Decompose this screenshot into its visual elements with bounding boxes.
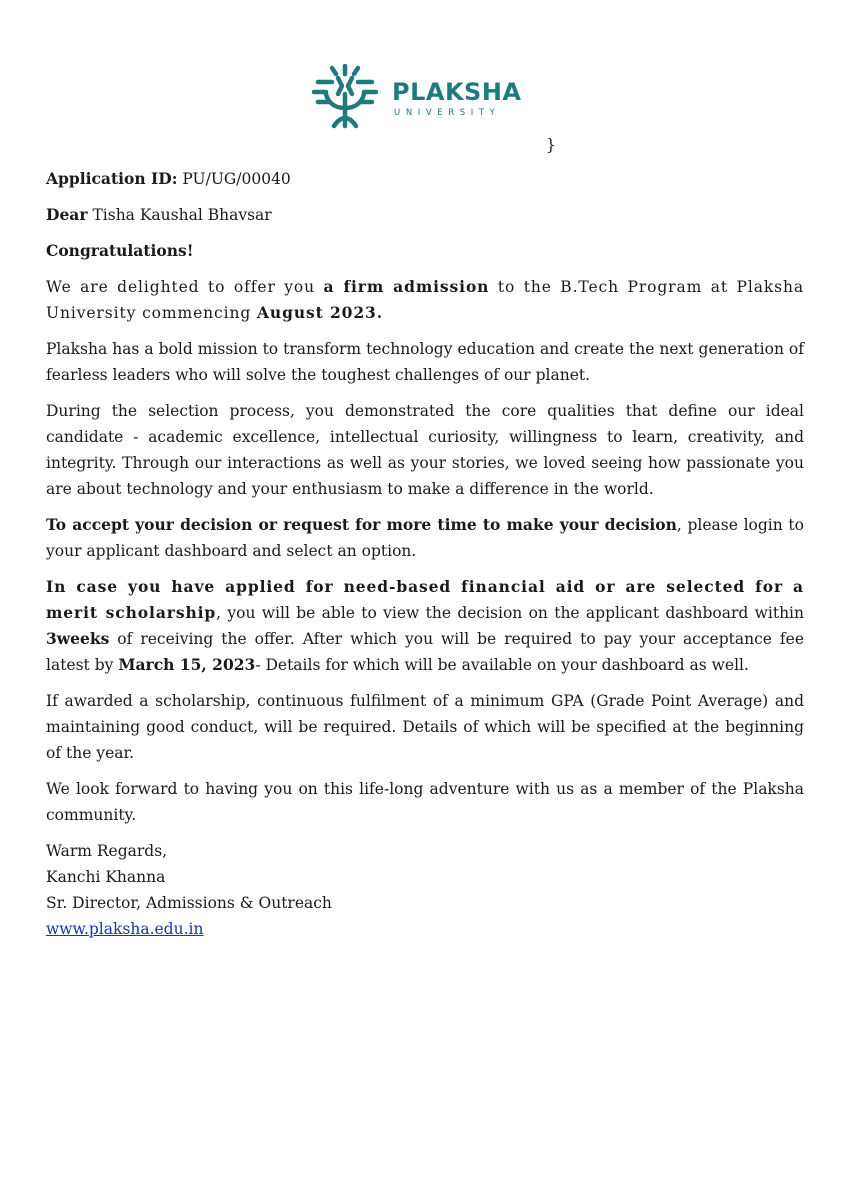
paragraph-financial-aid — [46, 574, 804, 678]
paragraph-selection: During the selection process, you demonstrated the core qualities that define our ideal candidate - academic excellence, intellectual curiosity, willingness to learn, creativity, and integrity. Through our interactions as well as your stories, we loved seeing how passionate you are about technology and your enthusiasm to make a difference in the world. — [46, 402, 804, 498]
accept-emphasis: To accept your decision or request for more time to make your decision — [46, 515, 677, 534]
plaksha-logo — [312, 64, 527, 130]
logo-subtitle: UNIVERSITY — [394, 108, 501, 118]
signature-block — [46, 838, 804, 942]
stray-brace: } — [546, 136, 556, 154]
aid-text-2: of receiving the offer. After which you will be required to pay your acceptance fee latest by — [46, 630, 804, 674]
salutation — [46, 202, 804, 228]
congratulations-text: Congratulations! — [46, 241, 194, 260]
offer-text-1: We are delighted to offer you — [46, 278, 324, 296]
paragraph-scholarship: If awarded a scholarship, continuous fulfilment of a minimum GPA (Grade Point Average) and maintaining good conduct, will be required. Details of which will be specified at the beginning of the year. — [46, 692, 804, 762]
offer-start-date: August 2023. — [257, 303, 384, 322]
paragraph-offer — [46, 274, 804, 326]
aid-text-1: , you will be able to view the decision on the applicant dashboard within — [216, 604, 804, 622]
paragraph-mission: Plaksha has a bold mission to transform technology education and create the next generation of fearless leaders who will solve the toughest challenges of our planet. — [46, 340, 804, 384]
logo-wordmark: PLAKSHA — [392, 78, 522, 106]
signer-name: Kanchi Khanna — [46, 868, 166, 886]
congratulations-heading — [46, 238, 804, 264]
aid-emphasis: In case you have applied for need-based financial aid or are selected for a merit scholarship — [46, 577, 804, 622]
offer-text-2: to the B.Tech Program at Plaksha University commencing — [46, 278, 805, 322]
application-id-label: Application ID: — [46, 169, 178, 188]
aid-duration: 3weeks — [46, 629, 110, 648]
paragraph-accept — [46, 512, 804, 564]
application-id-line — [46, 166, 804, 192]
recipient-name: Tisha Kaushal Bhavsar — [92, 206, 272, 224]
paragraph-closing: We look forward to having you on this life-long adventure with us as a member of the Plaksha community. — [46, 780, 804, 824]
signer-title: Sr. Director, Admissions & Outreach — [46, 894, 332, 912]
accept-text: , please login to your applicant dashboard and select an option. — [46, 516, 804, 560]
letter-body — [46, 166, 804, 942]
offer-emphasis: a firm admission — [323, 277, 490, 296]
aid-deadline: March 15, 2023 — [118, 655, 256, 674]
salutation-label: Dear — [46, 205, 88, 224]
website-link[interactable]: www.plaksha.edu.in — [46, 920, 204, 938]
application-id-value: PU/UG/00040 — [182, 170, 291, 188]
closing-line: Warm Regards, — [46, 842, 168, 860]
aid-text-3: - Details for which will be available on your dashboard as well. — [255, 656, 749, 674]
tree-emblem-icon — [312, 64, 378, 130]
